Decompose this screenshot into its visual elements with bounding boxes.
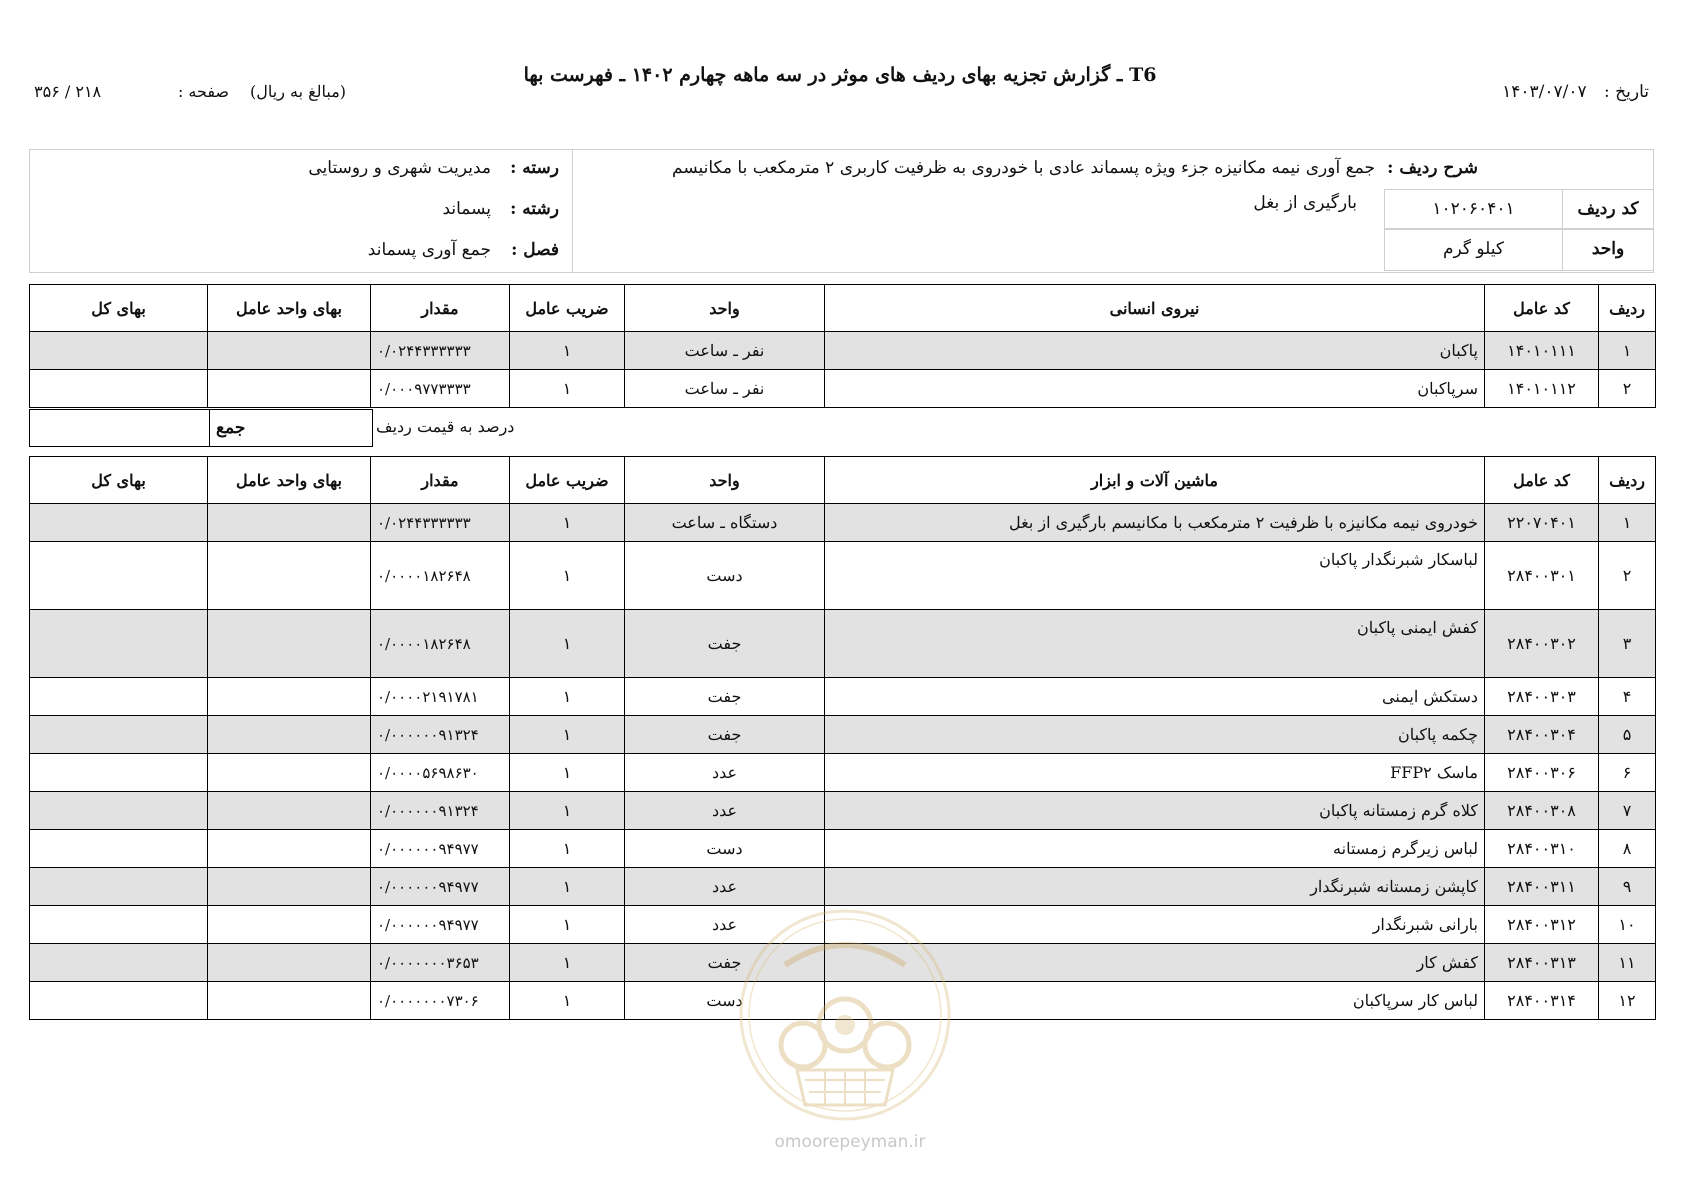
table-row — [30, 716, 1656, 754]
col-unit-price: بهای واحد عامل — [208, 285, 371, 332]
watermark-site: omoorepeyman.ir — [774, 1132, 926, 1152]
factor-unit: دست — [625, 830, 825, 868]
report-title: T6 ـ گزارش تجزیه بهای ردیف های موثر در سه ماهه چهارم ۱۴۰۲ ـ فهرست بها — [523, 64, 1157, 86]
col-total-price: بهای کل — [30, 457, 208, 504]
table-row — [30, 542, 1656, 610]
factor-name: کلاه گرم زمستانه پاکبان — [825, 792, 1485, 830]
unit-price-cell — [208, 944, 371, 982]
table-row — [30, 332, 1656, 370]
factor-unit: دست — [625, 982, 825, 1020]
total-price-cell — [30, 830, 208, 868]
row-index: ۱۱ — [1599, 944, 1656, 982]
row-index: ۱۲ — [1599, 982, 1656, 1020]
amount-note: (مبالغ به ریال) — [250, 82, 347, 101]
unit-price-cell — [208, 610, 371, 678]
row-index: ۹ — [1599, 868, 1656, 906]
unit-price-cell — [208, 868, 371, 906]
total-price-cell — [30, 332, 208, 370]
factor-name: لباس زیرگرم زمستانه — [825, 830, 1485, 868]
page-label: صفحه : — [177, 82, 229, 101]
factor-coefficient: ۱ — [510, 504, 625, 542]
factor-unit: دست — [625, 542, 825, 610]
factor-quantity: ۰/۰۰۰۰۲۱۹۱۷۸۱ — [371, 678, 510, 716]
page-value: ۲۱۸ / ۳۵۶ — [34, 82, 102, 101]
labor-header-row — [30, 285, 1656, 332]
factor-name: چکمه پاکبان — [825, 716, 1485, 754]
desc-label: شرح ردیف : — [1387, 158, 1478, 178]
col-unit: واحد — [625, 285, 825, 332]
desc-value: جمع آوری نیمه مکانیزه جزء ویژه پسماند عادی با خودروی به ظرفیت کاربری ۲ مترمکعب با مکانیسم — [672, 158, 1375, 178]
factor-quantity: ۰/۰۲۴۴۳۳۳۳۳۳ — [371, 332, 510, 370]
total-price-cell — [30, 944, 208, 982]
row-index: ۱ — [1599, 504, 1656, 542]
machinery-header-row — [30, 457, 1656, 504]
watermark-logo-icon — [735, 905, 955, 1125]
col-quantity: مقدار — [371, 285, 510, 332]
table-row — [30, 754, 1656, 792]
factor-quantity: ۰/۰۰۰۰۰۰۰۷۳۰۶ — [371, 982, 510, 1020]
col-factor-code: کد عامل — [1485, 457, 1599, 504]
row-index: ۲ — [1599, 370, 1656, 408]
unit-price-cell — [208, 830, 371, 868]
unit-price-cell — [208, 754, 371, 792]
desc-value-line2: بارگیری از بغل — [1253, 193, 1357, 213]
factor-code: ۲۸۴۰۰۳۱۳ — [1485, 944, 1599, 982]
total-price-cell — [30, 678, 208, 716]
field-value: پسماند — [442, 199, 491, 219]
factor-coefficient: ۱ — [510, 542, 625, 610]
factor-code: ۱۴۰۱۰۱۱۲ — [1485, 370, 1599, 408]
factor-name: کاپشن زمستانه شبرنگدار — [825, 868, 1485, 906]
factor-code: ۲۸۴۰۰۳۱۰ — [1485, 830, 1599, 868]
row-index: ۱۰ — [1599, 906, 1656, 944]
row-index: ۴ — [1599, 678, 1656, 716]
factor-quantity: ۰/۰۰۰۰۰۰۹۱۳۲۴ — [371, 792, 510, 830]
unit-label: واحد — [1562, 229, 1654, 271]
factor-code: ۲۸۴۰۰۳۰۴ — [1485, 716, 1599, 754]
chapter-label: فصل : — [511, 240, 559, 260]
table-row — [30, 830, 1656, 868]
col-total-price: بهای کل — [30, 285, 208, 332]
factor-quantity: ۰/۰۰۰۹۷۷۳۳۳۳ — [371, 370, 510, 408]
factor-coefficient: ۱ — [510, 982, 625, 1020]
total-price-cell — [30, 982, 208, 1020]
factor-quantity: ۰/۰۰۰۰۰۰۹۱۳۲۴ — [371, 716, 510, 754]
factor-name: خودروی نیمه مکانیزه با ظرفیت ۲ مترمکعب با مکانیسم بارگیری از بغل — [825, 504, 1485, 542]
factor-unit: نفر ـ ساعت — [625, 370, 825, 408]
factor-unit: نفر ـ ساعت — [625, 332, 825, 370]
code-value: ۱۰۲۰۶۰۴۰۱ — [1384, 189, 1563, 229]
factor-code: ۲۸۴۰۰۳۰۶ — [1485, 754, 1599, 792]
category-value: مدیریت شهری و روستایی — [308, 158, 491, 178]
factor-unit: دستگاه ـ ساعت — [625, 504, 825, 542]
factor-unit: عدد — [625, 792, 825, 830]
unit-price-cell — [208, 716, 371, 754]
col-labor: نیروی انسانی — [825, 285, 1485, 332]
sum-label: جمع — [216, 418, 246, 438]
factor-quantity: ۰/۰۰۰۰۱۸۲۶۴۸ — [371, 610, 510, 678]
factor-coefficient: ۱ — [510, 678, 625, 716]
factor-code: ۲۸۴۰۰۳۱۲ — [1485, 906, 1599, 944]
factor-name: لباس کار سرپاکبان — [825, 982, 1485, 1020]
unit-price-cell — [208, 504, 371, 542]
factor-code: ۲۸۴۰۰۳۰۲ — [1485, 610, 1599, 678]
total-price-cell — [30, 542, 208, 610]
factor-unit: عدد — [625, 906, 825, 944]
factor-code: ۲۸۴۰۰۳۱۴ — [1485, 982, 1599, 1020]
factor-name: سرپاکبان — [825, 370, 1485, 408]
factor-unit: عدد — [625, 868, 825, 906]
factor-coefficient: ۱ — [510, 868, 625, 906]
labor-total-cell — [29, 409, 210, 447]
table-row — [30, 678, 1656, 716]
factor-name: پاکبان — [825, 332, 1485, 370]
col-quantity: مقدار — [371, 457, 510, 504]
factor-quantity: ۰/۰۲۴۴۳۳۳۳۳۳ — [371, 504, 510, 542]
col-coefficient: ضریب عامل — [510, 285, 625, 332]
factor-name: کفش کار — [825, 944, 1485, 982]
row-index: ۷ — [1599, 792, 1656, 830]
date-label: تاریخ : — [1604, 82, 1649, 102]
factor-coefficient: ۱ — [510, 830, 625, 868]
factor-code: ۲۸۴۰۰۳۰۱ — [1485, 542, 1599, 610]
factor-quantity: ۰/۰۰۰۰۵۶۹۸۶۳۰ — [371, 754, 510, 792]
labor-table — [29, 284, 1656, 408]
row-index: ۸ — [1599, 830, 1656, 868]
col-unit: واحد — [625, 457, 825, 504]
unit-price-cell — [208, 370, 371, 408]
total-price-cell — [30, 610, 208, 678]
col-unit-price: بهای واحد عامل — [208, 457, 371, 504]
factor-coefficient: ۱ — [510, 716, 625, 754]
chapter-row — [511, 240, 559, 260]
row-index: ۵ — [1599, 716, 1656, 754]
table-row — [30, 792, 1656, 830]
factor-coefficient: ۱ — [510, 610, 625, 678]
field-label: رشته : — [510, 199, 559, 219]
factor-code: ۲۸۴۰۰۳۱۱ — [1485, 868, 1599, 906]
factor-coefficient: ۱ — [510, 906, 625, 944]
chapter-value: جمع آوری پسماند — [367, 240, 491, 260]
factor-code: ۲۸۴۰۰۳۰۳ — [1485, 678, 1599, 716]
total-price-cell — [30, 906, 208, 944]
factor-unit: جفت — [625, 944, 825, 982]
factor-code: ۱۴۰۱۰۱۱۱ — [1485, 332, 1599, 370]
table-row — [30, 610, 1656, 678]
category-row — [510, 158, 559, 178]
row-index: ۶ — [1599, 754, 1656, 792]
col-row-index: ردیف — [1599, 457, 1656, 504]
unit-price-cell — [208, 982, 371, 1020]
code-label: کد ردیف — [1562, 189, 1654, 229]
factor-unit: عدد — [625, 754, 825, 792]
col-factor-code: کد عامل — [1485, 285, 1599, 332]
factor-unit: جفت — [625, 610, 825, 678]
factor-quantity: ۰/۰۰۰۰۰۰۰۳۶۵۳ — [371, 944, 510, 982]
unit-value: کیلو گرم — [1384, 229, 1563, 271]
category-label: رسته : — [510, 158, 559, 178]
factor-quantity: ۰/۰۰۰۰۰۰۹۴۹۷۷ — [371, 868, 510, 906]
labor-sum-cell — [209, 409, 373, 447]
field-row — [510, 199, 559, 219]
factor-quantity: ۰/۰۰۰۰۱۸۲۶۴۸ — [371, 542, 510, 610]
row-index: ۲ — [1599, 542, 1656, 610]
total-price-cell — [30, 868, 208, 906]
unit-price-cell — [208, 792, 371, 830]
row-index: ۳ — [1599, 610, 1656, 678]
factor-quantity: ۰/۰۰۰۰۰۰۹۴۹۷۷ — [371, 906, 510, 944]
row-index: ۱ — [1599, 332, 1656, 370]
table-row — [30, 868, 1656, 906]
factor-name: ماسک FFP۲ — [825, 754, 1485, 792]
factor-code: ۲۸۴۰۰۳۰۸ — [1485, 792, 1599, 830]
unit-price-cell — [208, 542, 371, 610]
factor-unit: جفت — [625, 716, 825, 754]
unit-price-cell — [208, 332, 371, 370]
factor-coefficient: ۱ — [510, 332, 625, 370]
factor-name: لباسکار شبرنگدار پاکبان — [825, 542, 1485, 610]
factor-coefficient: ۱ — [510, 370, 625, 408]
col-machinery: ماشین آلات و ابزار — [825, 457, 1485, 504]
factor-name: بارانی شبرنگدار — [825, 906, 1485, 944]
factor-name: کفش ایمنی پاکبان — [825, 610, 1485, 678]
total-price-cell — [30, 716, 208, 754]
total-price-cell — [30, 370, 208, 408]
factor-coefficient: ۱ — [510, 944, 625, 982]
date-value: ۱۴۰۳/۰۷/۰۷ — [1502, 82, 1587, 102]
factor-unit: جفت — [625, 678, 825, 716]
total-price-cell — [30, 792, 208, 830]
percent-of-item-label: درصد به قیمت ردیف — [376, 417, 515, 436]
factor-code: ۲۲۰۷۰۴۰۱ — [1485, 504, 1599, 542]
table-row — [30, 504, 1656, 542]
unit-price-cell — [208, 678, 371, 716]
unit-price-cell — [208, 906, 371, 944]
table-row — [30, 370, 1656, 408]
factor-coefficient: ۱ — [510, 754, 625, 792]
factor-coefficient: ۱ — [510, 792, 625, 830]
factor-name: دستکش ایمنی — [825, 678, 1485, 716]
factor-quantity: ۰/۰۰۰۰۰۰۹۴۹۷۷ — [371, 830, 510, 868]
total-price-cell — [30, 754, 208, 792]
col-row-index: ردیف — [1599, 285, 1656, 332]
col-coefficient: ضریب عامل — [510, 457, 625, 504]
total-price-cell — [30, 504, 208, 542]
report-date — [1502, 82, 1649, 102]
